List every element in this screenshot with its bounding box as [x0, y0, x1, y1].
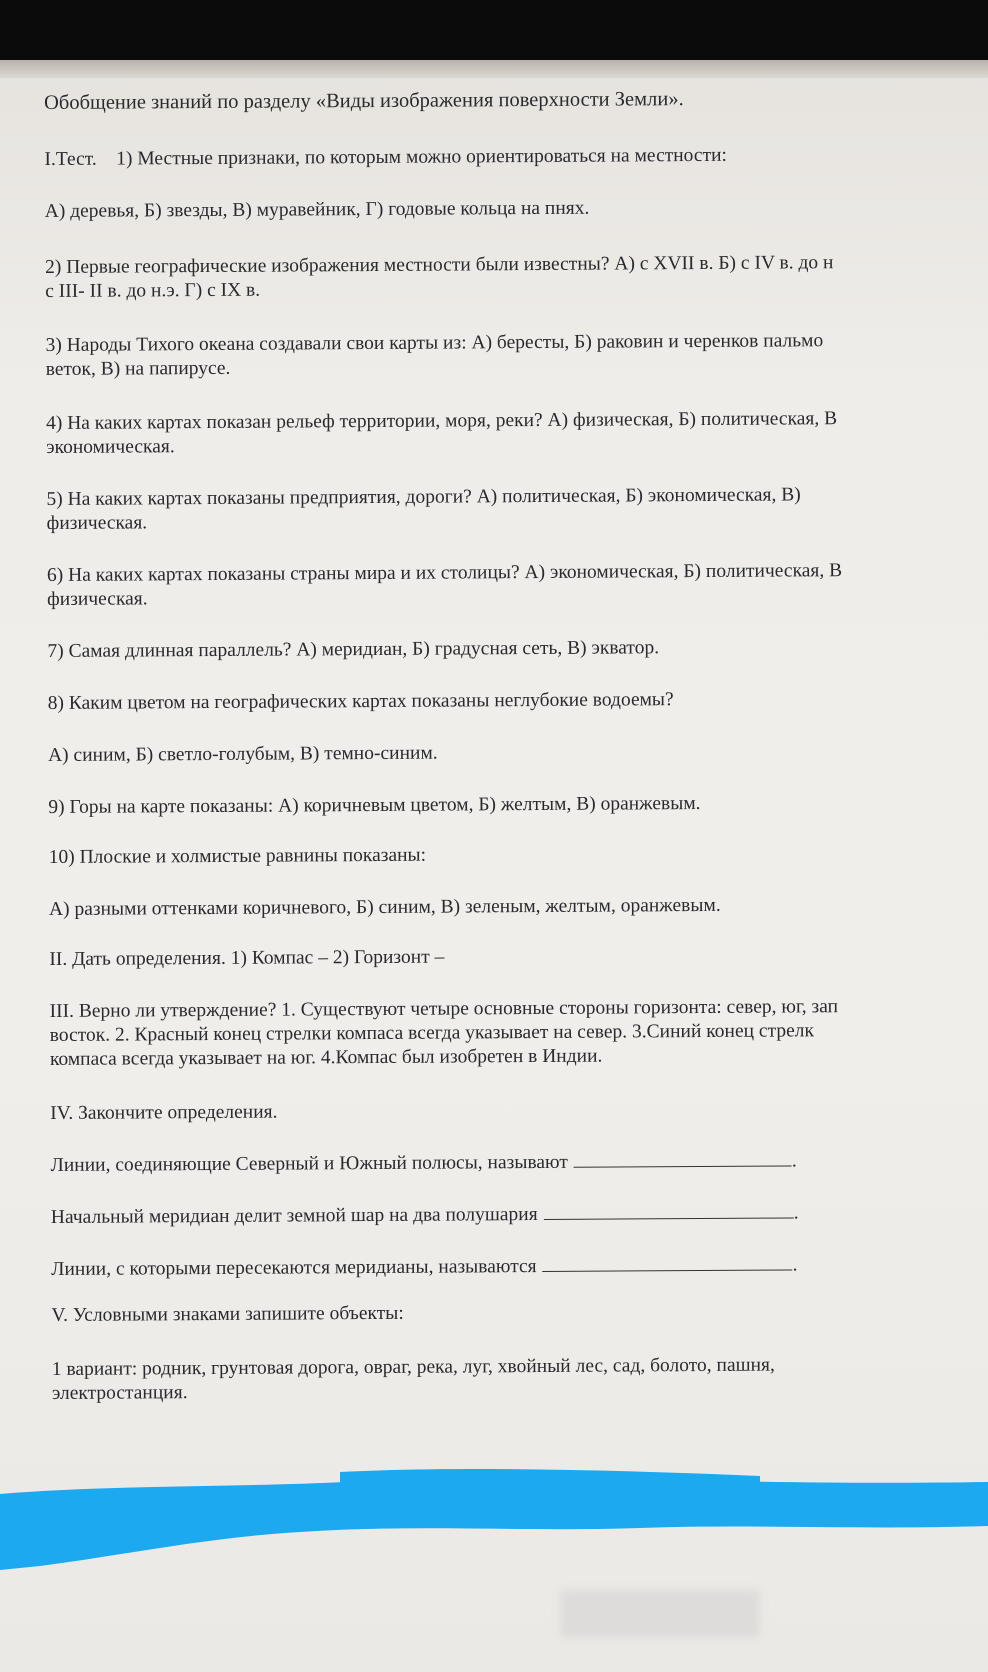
answer-blank-2[interactable] — [544, 1199, 794, 1220]
definition-3 — [51, 1251, 797, 1283]
photo-dark-border — [0, 0, 988, 60]
question-3-line-2: веток, В) на папирусе. — [45, 357, 231, 380]
section-3-line-2: восток. 2. Красный конец стрелки компаса всегда указывает на север. 3.Синий конец стрелк — [49, 1020, 814, 1046]
question-7: 7) Самая длинная параллель? А) меридиан, Б) градусная сеть, В) экватор. — [47, 637, 660, 662]
question-8-answers: А) синим, Б) светло-голубым, В) темно-синим. — [48, 742, 438, 766]
section-1-question-1 — [44, 142, 727, 173]
section-2-definitions: II. Дать определения. 1) Компас – 2) Горизонт – — [49, 946, 445, 970]
question-10-answers: А) разными оттенками коричневого, Б) синим, В) зеленым, желтым, оранжевым. — [48, 894, 721, 920]
answer-blank-3[interactable] — [542, 1251, 792, 1272]
worksheet-title: Обобщение знаний по разделу «Виды изображения поверхности Земли». — [44, 88, 684, 114]
question-1-answers: А) деревья, Б) звезды, В) муравейник, Г) годовые кольца на пнях. — [44, 197, 590, 222]
section-5-heading: V. Условными знаками запишите объекты: — [51, 1302, 404, 1326]
question-3-line-1: 3) Народы Тихого океана создавали свои карты из: А) бересты, Б) раковин и черенков пальмо — [45, 330, 824, 356]
section-1-heading: I.Тест. — [44, 148, 97, 170]
definition-2-end: . — [793, 1202, 799, 1224]
question-10: 10) Плоские и холмистые равнины показаны: — [48, 844, 427, 868]
question-8: 8) Каким цветом на географических картах показаны неглубокие водоемы? — [47, 689, 674, 714]
answer-blank-1[interactable] — [574, 1147, 792, 1167]
definition-1-end: . — [791, 1150, 797, 1172]
question-4-line-2: экономическая. — [46, 436, 175, 458]
section-3-line-1: III. Верно ли утверждение? 1. Существуют четыре основные стороны горизонта: север, юг, зап — [49, 996, 839, 1022]
definition-2-text: Начальный меридиан делит земной шар на два полушария — [50, 1204, 538, 1228]
definition-2 — [51, 1199, 799, 1231]
definition-3-end: . — [792, 1254, 798, 1276]
paper-top-edge — [0, 60, 988, 78]
section-4-heading: IV. Закончите определения. — [50, 1101, 278, 1124]
worksheet — [44, 84, 988, 1490]
definition-1-text: Линии, соединяющие Северный и Южный полюсы, называют — [50, 1151, 568, 1176]
definition-3-text: Линии, с которыми пересекаются меридианы, называются — [51, 1256, 537, 1280]
question-6-line-1: 6) На каких картах показаны страны мира и их столицы? А) экономическая, Б) политическая, В — [46, 560, 843, 586]
question-2-line-2: с III- II в. до н.э. Г) с IX в. — [45, 279, 261, 302]
question-9: 9) Горы на карте показаны: А) коричневым цветом, Б) желтым, В) оранжевым. — [48, 793, 701, 818]
definition-1 — [50, 1147, 796, 1179]
question-2-line-1: 2) Первые географические изображения местности были известны? А) с XVII в. Б) с IV в. до н — [45, 252, 834, 278]
question-5-line-2: физическая. — [46, 512, 148, 534]
variant-1-line-1: 1 вариант: родник, грунтовая дорога, овраг, река, луг, хвойный лес, сад, болото, пашня, — [51, 1354, 775, 1380]
section-3-line-3: компаса всегда указывает на юг. 4.Компас был изобретен в Индии. — [49, 1045, 603, 1070]
blurred-area — [560, 1590, 760, 1638]
question-1-text: 1) Местные признаки, по которым можно ориентироваться на местности: — [116, 144, 727, 170]
blue-redaction-scribble — [0, 1466, 988, 1576]
question-4-line-1: 4) На каких картах показан рельеф территории, моря, реки? А) физическая, Б) политическая, В — [45, 408, 838, 434]
question-5-line-1: 5) На каких картах показаны предприятия, дороги? А) политическая, Б) экономическая, В) — [46, 484, 801, 510]
question-6-line-2: физическая. — [47, 588, 148, 610]
variant-1-line-2: электростанция. — [51, 1382, 188, 1404]
